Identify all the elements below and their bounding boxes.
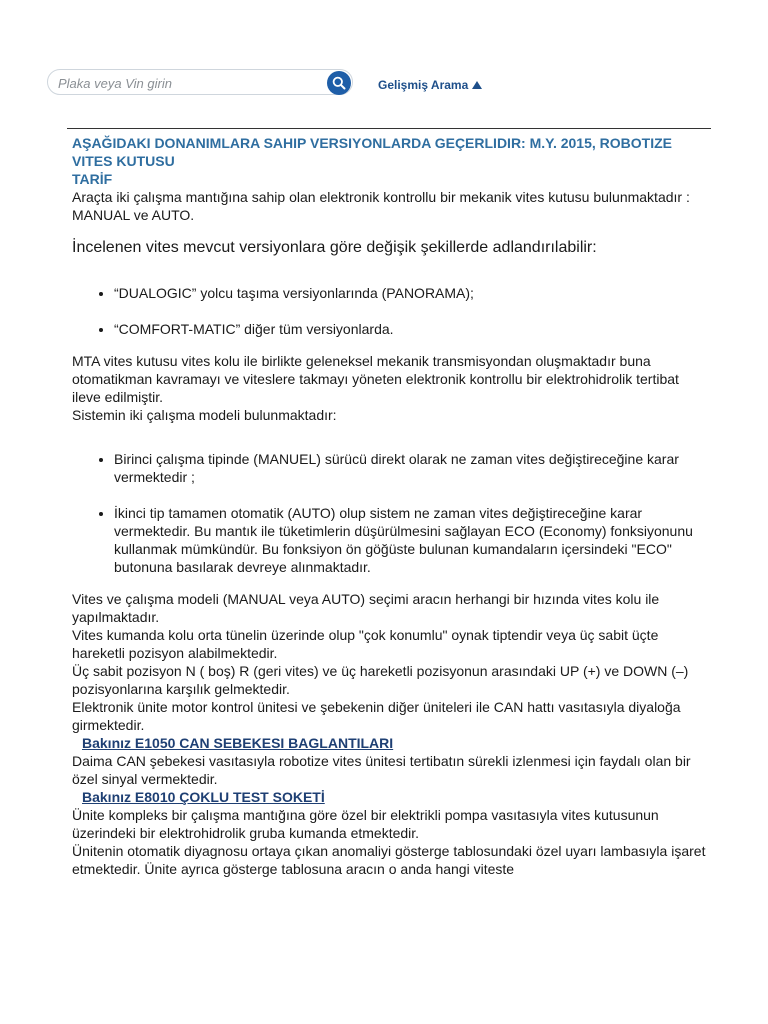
mta-paragraph: MTA vites kutusu vites kolu ile birlikte geleneksel mekanik transmisyondan oluşmaktadır buna otomatikman kavramayı ve viteslere takmayı yöneten elektronik kontrollu bir elektrohidrolik tertibat ileve edilmiştir. — [72, 353, 679, 405]
paragraph: Ünitenin otomatik diyagnosu ortaya çıkan anomaliyi gösterge tablosundaki özel uyarı lambasıyla işaret etmektedir. Ünite ayrıca gösterge tablosuna aracın o anda hangi viteste — [72, 843, 706, 877]
paragraph: Daima CAN şebekesi vasıtasıyla robotize vites ünitesi tertibatın sürekli izlenmesi için faydalı olan bir özel sinyal vermektedir. — [72, 753, 691, 787]
search-icon — [332, 76, 346, 90]
intro-paragraph: Araçta iki çalışma mantığına sahip olan elektronik kontrollu bir mekanik vites kutusu bulunmaktadır : MANUAL ve AUTO. — [72, 189, 690, 223]
search-box — [47, 69, 353, 95]
article-content — [72, 134, 708, 878]
list-item: • Birinci çalışma tipinde (MANUEL) sürücü direkt olarak ne zaman vites değiştireceğine karar vermektedir ; — [114, 432, 708, 486]
search-button[interactable] — [327, 71, 351, 95]
naming-list — [72, 266, 708, 338]
list-item: • İkinci tip tamamen otomatik (AUTO) olup sistem ne zaman vites değiştireceğine karar vermektedir. Bu mantık ile tüketimlerin düşürülmesini sağlayan ECO (Economy) fonksiyonunu kullanmak mümkündür. Bu fonksiyon ön göğüste bulunan kumandaların içersindeki "ECO" butonuna basılarak devreye alınmaktadır. — [114, 486, 708, 576]
article-subheading: TARİF — [72, 171, 113, 187]
paragraph: Vites kumanda kolu orta tünelin üzerinde olup "çok konumlu" oynak tiptendir veya üç sabit üçte hareketli pozisyon alabilmektedir. — [72, 627, 659, 661]
divider — [67, 128, 711, 129]
spacer — [72, 576, 708, 590]
modes-intro: Sistemin iki çalışma modeli bulunmaktadır: — [72, 407, 337, 423]
naming-title: İncelenen vites mevcut versiyonlara göre değişik şekillerde adlandırılabilir: — [72, 239, 597, 256]
modes-list — [72, 432, 708, 576]
advanced-search-link[interactable] — [378, 78, 482, 92]
article-heading: AŞAĞIDAKI DONANIMLARA SAHIP VERSIYONLARDA GEÇERLIDIR: M.Y. 2015, ROBOTIZE VITES KUTUSU — [72, 135, 672, 169]
triangle-up-icon — [472, 81, 482, 89]
paragraph: Vites ve çalışma modeli (MANUAL veya AUTO) seçimi aracın herhangi bir hızında vites kolu ile yapılmaktadır. — [72, 591, 660, 625]
reference-link-e8010[interactable]: Bakınız E8010 ÇOKLU TEST SOKETİ — [82, 789, 325, 805]
list-item: • “DUALOGIC” yolcu taşıma versiyonlarında (PANORAMA); — [114, 266, 708, 302]
search-input[interactable] — [58, 73, 318, 93]
list-item: • “COMFORT-MATIC” diğer tüm versiyonlarda. — [114, 302, 708, 338]
advanced-search-label: Gelişmiş Arama — [378, 78, 469, 92]
paragraph: Elektronik ünite motor kontrol ünitesi ve şebekenin diğer üniteleri ile CAN hattı vasıtasıyla diyaloğa girmektedir. — [72, 699, 681, 733]
paragraph: Üç sabit pozisyon N ( boş) R (geri vites) ve üç hareketli pozisyonun arasındaki UP (+) ve DOWN (–) pozisyonlarına karşılık gelmektedir. — [72, 663, 689, 697]
spacer — [72, 338, 708, 352]
paragraph: Ünite kompleks bir çalışma mantığına göre özel bir elektrikli pompa vasıtasıyla vites kutusunun üzerindeki bir elektrohidrolik gruba kumanda etmektedir. — [72, 807, 659, 841]
reference-link-e1050[interactable]: Bakınız E1050 CAN SEBEKESI BAGLANTILARI — [82, 735, 394, 751]
